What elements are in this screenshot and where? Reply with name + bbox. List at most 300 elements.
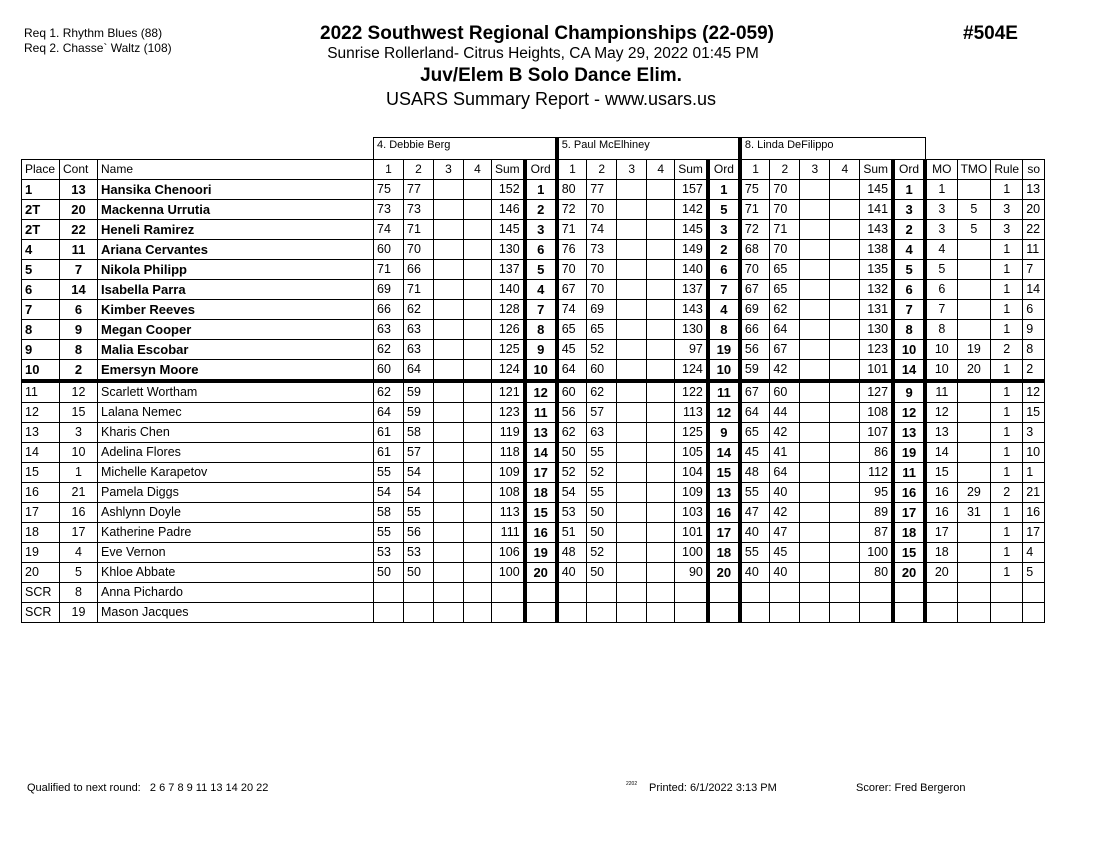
sum-cell: 131 bbox=[860, 300, 893, 320]
tmo-cell: 19 bbox=[957, 340, 991, 360]
score-cell: 64 bbox=[374, 403, 404, 423]
so-cell: 7 bbox=[1023, 260, 1045, 280]
score-cell: 66 bbox=[740, 320, 770, 340]
score-cell: 70 bbox=[770, 240, 800, 260]
sum-cell: 140 bbox=[492, 280, 525, 300]
col-judge1-5: Ord bbox=[525, 160, 557, 180]
name-cell: Lalana Nemec bbox=[98, 403, 374, 423]
name-cell: Emersyn Moore bbox=[98, 360, 374, 382]
score-cell bbox=[830, 381, 860, 403]
score-cell: 40 bbox=[770, 563, 800, 583]
score-cell: 65 bbox=[770, 280, 800, 300]
score-cell bbox=[830, 240, 860, 260]
sum-cell: 157 bbox=[675, 180, 708, 200]
score-cell bbox=[464, 200, 492, 220]
required-dance-1: Req 1. Rhythm Blues (88) bbox=[24, 26, 163, 40]
score-cell bbox=[800, 423, 830, 443]
score-cell bbox=[800, 200, 830, 220]
sum-cell: 125 bbox=[492, 340, 525, 360]
score-cell bbox=[404, 603, 434, 623]
cont-cell: 21 bbox=[60, 483, 98, 503]
tmo-cell bbox=[957, 523, 991, 543]
score-cell: 61 bbox=[374, 423, 404, 443]
score-cell bbox=[647, 381, 675, 403]
cont-cell: 8 bbox=[60, 583, 98, 603]
score-cell bbox=[617, 403, 647, 423]
rule-cell: 3 bbox=[991, 220, 1023, 240]
mo-cell: 8 bbox=[925, 320, 957, 340]
tmo-cell: 29 bbox=[957, 483, 991, 503]
score-cell bbox=[464, 543, 492, 563]
name-cell: Kimber Reeves bbox=[98, 300, 374, 320]
cont-cell: 19 bbox=[60, 603, 98, 623]
score-cell: 52 bbox=[557, 463, 587, 483]
score-cell: 50 bbox=[557, 443, 587, 463]
score-cell: 56 bbox=[404, 523, 434, 543]
rule-cell: 2 bbox=[991, 340, 1023, 360]
mo-cell: 12 bbox=[925, 403, 957, 423]
score-cell bbox=[830, 280, 860, 300]
score-cell bbox=[464, 381, 492, 403]
table-row bbox=[22, 300, 1045, 320]
name-cell: Pamela Diggs bbox=[98, 483, 374, 503]
score-cell: 55 bbox=[374, 463, 404, 483]
score-cell: 75 bbox=[740, 180, 770, 200]
score-cell bbox=[830, 523, 860, 543]
rule-cell: 1 bbox=[991, 523, 1023, 543]
rule-cell bbox=[991, 583, 1023, 603]
score-cell: 45 bbox=[740, 443, 770, 463]
score-cell bbox=[557, 583, 587, 603]
place-cell: 7 bbox=[22, 300, 60, 320]
score-cell bbox=[434, 563, 464, 583]
score-cell bbox=[800, 563, 830, 583]
so-cell: 2 bbox=[1023, 360, 1045, 382]
mo-cell: 3 bbox=[925, 200, 957, 220]
score-cell bbox=[800, 220, 830, 240]
score-cell: 40 bbox=[740, 563, 770, 583]
score-cell bbox=[800, 180, 830, 200]
score-cell: 67 bbox=[740, 381, 770, 403]
sum-cell bbox=[492, 603, 525, 623]
name-cell: Heneli Ramirez bbox=[98, 220, 374, 240]
competition-title: 2022 Southwest Regional Championships (22-059) bbox=[320, 23, 774, 44]
score-cell: 68 bbox=[740, 240, 770, 260]
ordinal-cell: 18 bbox=[708, 543, 740, 563]
so-cell: 12 bbox=[1023, 381, 1045, 403]
score-cell bbox=[647, 523, 675, 543]
table-row bbox=[22, 340, 1045, 360]
table-row bbox=[22, 563, 1045, 583]
name-cell: Isabella Parra bbox=[98, 280, 374, 300]
rule-cell: 1 bbox=[991, 300, 1023, 320]
col-judge1-0: 1 bbox=[374, 160, 404, 180]
so-cell: 15 bbox=[1023, 403, 1045, 423]
score-cell bbox=[464, 483, 492, 503]
sum-cell: 125 bbox=[675, 423, 708, 443]
ordinal-cell: 10 bbox=[893, 340, 925, 360]
sum-cell: 103 bbox=[675, 503, 708, 523]
rule-cell: 1 bbox=[991, 240, 1023, 260]
ordinal-cell: 16 bbox=[893, 483, 925, 503]
score-cell: 52 bbox=[587, 543, 617, 563]
sum-cell: 113 bbox=[492, 503, 525, 523]
ordinal-cell: 17 bbox=[708, 523, 740, 543]
score-cell bbox=[434, 483, 464, 503]
score-cell: 73 bbox=[404, 200, 434, 220]
mo-cell: 7 bbox=[925, 300, 957, 320]
ordinal-cell: 6 bbox=[893, 280, 925, 300]
score-cell bbox=[830, 220, 860, 240]
score-cell bbox=[647, 403, 675, 423]
location-line: Sunrise Rollerland- Citrus Heights, CA May 29, 2022 01:45 PM bbox=[327, 45, 759, 62]
score-cell: 71 bbox=[740, 200, 770, 220]
judge-name-1: 4. Debbie Berg bbox=[374, 138, 557, 160]
score-cell: 41 bbox=[770, 443, 800, 463]
score-cell: 69 bbox=[587, 300, 617, 320]
score-cell bbox=[464, 603, 492, 623]
mo-cell: 18 bbox=[925, 543, 957, 563]
sum-cell: 135 bbox=[860, 260, 893, 280]
sum-cell: 109 bbox=[675, 483, 708, 503]
ordinal-cell: 3 bbox=[893, 200, 925, 220]
score-cell bbox=[830, 403, 860, 423]
score-cell: 69 bbox=[374, 280, 404, 300]
tmo-cell bbox=[957, 280, 991, 300]
sum-cell: 101 bbox=[675, 523, 708, 543]
rule-cell: 1 bbox=[991, 320, 1023, 340]
cont-cell: 3 bbox=[60, 423, 98, 443]
col-judge3-3: 4 bbox=[830, 160, 860, 180]
score-cell bbox=[464, 260, 492, 280]
score-cell bbox=[434, 180, 464, 200]
score-cell bbox=[617, 300, 647, 320]
col-judge2-2: 3 bbox=[617, 160, 647, 180]
score-cell: 55 bbox=[587, 443, 617, 463]
score-cell: 69 bbox=[740, 300, 770, 320]
score-cell bbox=[464, 180, 492, 200]
score-cell: 71 bbox=[404, 280, 434, 300]
col-cont: Cont bbox=[60, 160, 98, 180]
score-cell bbox=[647, 463, 675, 483]
score-cell: 70 bbox=[587, 260, 617, 280]
ordinal-cell: 14 bbox=[893, 360, 925, 382]
so-cell: 10 bbox=[1023, 443, 1045, 463]
table-row bbox=[22, 403, 1045, 423]
score-cell: 63 bbox=[587, 423, 617, 443]
ordinal-cell: 15 bbox=[893, 543, 925, 563]
score-cell: 54 bbox=[374, 483, 404, 503]
place-cell: SCR bbox=[22, 603, 60, 623]
col-tmo: TMO bbox=[957, 160, 991, 180]
table-row bbox=[22, 381, 1045, 403]
so-cell: 5 bbox=[1023, 563, 1045, 583]
score-cell: 71 bbox=[770, 220, 800, 240]
score-cell bbox=[464, 360, 492, 382]
qualified-list: 2 6 7 8 9 11 13 14 20 22 bbox=[149, 782, 269, 794]
score-cell bbox=[464, 523, 492, 543]
table-row bbox=[22, 443, 1045, 463]
place-cell: 6 bbox=[22, 280, 60, 300]
rule-cell: 1 bbox=[991, 360, 1023, 382]
score-cell bbox=[587, 583, 617, 603]
mo-cell: 20 bbox=[925, 563, 957, 583]
score-cell bbox=[800, 320, 830, 340]
score-cell bbox=[647, 563, 675, 583]
rule-cell: 1 bbox=[991, 381, 1023, 403]
col-judge2-3: 4 bbox=[647, 160, 675, 180]
sum-cell: 128 bbox=[492, 300, 525, 320]
place-cell: 14 bbox=[22, 443, 60, 463]
mo-cell: 17 bbox=[925, 523, 957, 543]
score-cell: 55 bbox=[404, 503, 434, 523]
score-cell bbox=[740, 603, 770, 623]
ordinal-cell: 11 bbox=[708, 381, 740, 403]
score-cell bbox=[617, 381, 647, 403]
score-cell bbox=[830, 483, 860, 503]
ordinal-cell: 17 bbox=[893, 503, 925, 523]
ordinal-cell: 10 bbox=[525, 360, 557, 382]
col-judge2-0: 1 bbox=[557, 160, 587, 180]
mo-cell: 5 bbox=[925, 260, 957, 280]
place-cell: 19 bbox=[22, 543, 60, 563]
cont-cell: 15 bbox=[60, 403, 98, 423]
mo-cell: 16 bbox=[925, 503, 957, 523]
mo-cell: 14 bbox=[925, 443, 957, 463]
score-cell bbox=[434, 583, 464, 603]
score-cell bbox=[647, 180, 675, 200]
tmo-cell bbox=[957, 563, 991, 583]
score-cell bbox=[464, 240, 492, 260]
score-cell bbox=[464, 403, 492, 423]
cont-cell: 9 bbox=[60, 320, 98, 340]
name-cell: Nikola Philipp bbox=[98, 260, 374, 280]
sum-cell: 104 bbox=[675, 463, 708, 483]
rule-cell: 3 bbox=[991, 200, 1023, 220]
ordinal-cell: 8 bbox=[893, 320, 925, 340]
ordinal-cell: 1 bbox=[708, 180, 740, 200]
score-cell bbox=[464, 503, 492, 523]
score-cell bbox=[434, 423, 464, 443]
judge-header-row bbox=[22, 138, 1045, 160]
mo-cell: 13 bbox=[925, 423, 957, 443]
sum-cell: 140 bbox=[675, 260, 708, 280]
sum-cell: 123 bbox=[860, 340, 893, 360]
rule-cell: 1 bbox=[991, 543, 1023, 563]
ordinal-cell: 13 bbox=[708, 483, 740, 503]
sum-cell: 130 bbox=[492, 240, 525, 260]
score-cell: 62 bbox=[374, 340, 404, 360]
ordinal-cell bbox=[525, 583, 557, 603]
score-cell: 52 bbox=[587, 463, 617, 483]
score-cell bbox=[800, 360, 830, 382]
sum-cell: 100 bbox=[860, 543, 893, 563]
ordinal-cell: 19 bbox=[525, 543, 557, 563]
score-cell bbox=[617, 483, 647, 503]
sum-cell bbox=[675, 603, 708, 623]
score-cell: 55 bbox=[587, 483, 617, 503]
sum-cell: 80 bbox=[860, 563, 893, 583]
ordinal-cell: 7 bbox=[708, 280, 740, 300]
score-cell bbox=[557, 603, 587, 623]
ordinal-cell: 12 bbox=[525, 381, 557, 403]
score-cell bbox=[464, 443, 492, 463]
place-cell: SCR bbox=[22, 583, 60, 603]
score-cell: 59 bbox=[404, 403, 434, 423]
sum-cell: 119 bbox=[492, 423, 525, 443]
sum-cell: 86 bbox=[860, 443, 893, 463]
ordinal-cell: 12 bbox=[893, 403, 925, 423]
score-cell: 48 bbox=[557, 543, 587, 563]
score-cell bbox=[740, 583, 770, 603]
ordinal-cell: 3 bbox=[708, 220, 740, 240]
table-row bbox=[22, 483, 1045, 503]
score-cell bbox=[587, 603, 617, 623]
sum-cell bbox=[675, 583, 708, 603]
ordinal-cell: 8 bbox=[525, 320, 557, 340]
score-cell: 72 bbox=[740, 220, 770, 240]
sum-cell: 122 bbox=[675, 381, 708, 403]
score-cell bbox=[800, 503, 830, 523]
score-cell: 40 bbox=[740, 523, 770, 543]
score-cell bbox=[800, 603, 830, 623]
score-cell bbox=[434, 523, 464, 543]
place-cell: 1 bbox=[22, 180, 60, 200]
sum-cell: 137 bbox=[675, 280, 708, 300]
sum-cell: 109 bbox=[492, 463, 525, 483]
score-cell bbox=[464, 220, 492, 240]
tmo-cell bbox=[957, 320, 991, 340]
name-cell: Katherine Padre bbox=[98, 523, 374, 543]
ordinal-cell: 7 bbox=[893, 300, 925, 320]
score-cell bbox=[617, 260, 647, 280]
ordinal-cell bbox=[525, 603, 557, 623]
mo-cell: 16 bbox=[925, 483, 957, 503]
score-cell bbox=[770, 583, 800, 603]
ordinal-cell: 8 bbox=[708, 320, 740, 340]
score-cell bbox=[830, 503, 860, 523]
score-cell: 63 bbox=[374, 320, 404, 340]
col-judge3-0: 1 bbox=[740, 160, 770, 180]
ordinal-cell: 5 bbox=[708, 200, 740, 220]
column-header-row bbox=[22, 160, 1045, 180]
score-cell bbox=[800, 483, 830, 503]
score-cell bbox=[617, 603, 647, 623]
sum-cell: 123 bbox=[492, 403, 525, 423]
score-cell: 60 bbox=[374, 360, 404, 382]
score-cell: 50 bbox=[587, 563, 617, 583]
ordinal-cell: 2 bbox=[525, 200, 557, 220]
ordinal-cell: 4 bbox=[708, 300, 740, 320]
score-cell: 63 bbox=[404, 320, 434, 340]
score-cell: 71 bbox=[374, 260, 404, 280]
ordinal-cell: 2 bbox=[893, 220, 925, 240]
col-judge1-4: Sum bbox=[492, 160, 525, 180]
rule-cell: 2 bbox=[991, 483, 1023, 503]
score-cell bbox=[434, 463, 464, 483]
score-cell bbox=[617, 423, 647, 443]
sum-cell: 145 bbox=[675, 220, 708, 240]
score-cell bbox=[617, 180, 647, 200]
score-cell: 54 bbox=[404, 463, 434, 483]
col-judge1-2: 3 bbox=[434, 160, 464, 180]
score-cell: 62 bbox=[404, 300, 434, 320]
score-cell: 50 bbox=[404, 563, 434, 583]
score-cell bbox=[464, 423, 492, 443]
rule-cell: 1 bbox=[991, 403, 1023, 423]
sum-cell: 138 bbox=[860, 240, 893, 260]
rule-cell: 1 bbox=[991, 180, 1023, 200]
col-judge3-2: 3 bbox=[800, 160, 830, 180]
score-cell: 57 bbox=[404, 443, 434, 463]
score-cell bbox=[647, 543, 675, 563]
ordinal-cell: 16 bbox=[708, 503, 740, 523]
place-cell: 20 bbox=[22, 563, 60, 583]
sum-cell: 126 bbox=[492, 320, 525, 340]
so-cell: 17 bbox=[1023, 523, 1045, 543]
cont-cell: 22 bbox=[60, 220, 98, 240]
score-cell bbox=[800, 340, 830, 360]
score-cell bbox=[830, 300, 860, 320]
score-cell bbox=[434, 340, 464, 360]
score-cell bbox=[647, 340, 675, 360]
name-cell: Megan Cooper bbox=[98, 320, 374, 340]
ordinal-cell: 3 bbox=[525, 220, 557, 240]
tmo-cell bbox=[957, 240, 991, 260]
qualified-label: Qualified to next round: bbox=[27, 782, 141, 794]
name-cell: Adelina Flores bbox=[98, 443, 374, 463]
score-cell: 74 bbox=[557, 300, 587, 320]
score-cell bbox=[647, 583, 675, 603]
score-cell bbox=[647, 443, 675, 463]
score-cell: 66 bbox=[404, 260, 434, 280]
scorer: Scorer: Fred Bergeron bbox=[856, 782, 966, 794]
score-cell: 72 bbox=[557, 200, 587, 220]
score-cell: 55 bbox=[374, 523, 404, 543]
sum-cell: 124 bbox=[492, 360, 525, 382]
table-row bbox=[22, 260, 1045, 280]
table-row bbox=[22, 423, 1045, 443]
mo-cell: 1 bbox=[925, 180, 957, 200]
place-cell: 18 bbox=[22, 523, 60, 543]
tmo-cell bbox=[957, 381, 991, 403]
sum-cell: 95 bbox=[860, 483, 893, 503]
score-cell: 45 bbox=[770, 543, 800, 563]
mo-cell: 15 bbox=[925, 463, 957, 483]
ordinal-cell bbox=[893, 603, 925, 623]
score-cell bbox=[617, 240, 647, 260]
score-cell bbox=[617, 563, 647, 583]
score-cell: 73 bbox=[587, 240, 617, 260]
cont-cell: 5 bbox=[60, 563, 98, 583]
ordinal-cell: 19 bbox=[708, 340, 740, 360]
score-cell: 80 bbox=[557, 180, 587, 200]
tmo-cell: 5 bbox=[957, 200, 991, 220]
cont-cell: 16 bbox=[60, 503, 98, 523]
score-cell: 65 bbox=[557, 320, 587, 340]
score-cell bbox=[434, 220, 464, 240]
mo-cell: 10 bbox=[925, 360, 957, 382]
tmo-cell bbox=[957, 260, 991, 280]
table-row bbox=[22, 463, 1045, 483]
score-cell: 60 bbox=[557, 381, 587, 403]
mo-cell: 3 bbox=[925, 220, 957, 240]
score-cell bbox=[434, 503, 464, 523]
col-judge3-1: 2 bbox=[770, 160, 800, 180]
score-cell bbox=[830, 260, 860, 280]
sum-cell: 146 bbox=[492, 200, 525, 220]
score-cell: 50 bbox=[587, 503, 617, 523]
